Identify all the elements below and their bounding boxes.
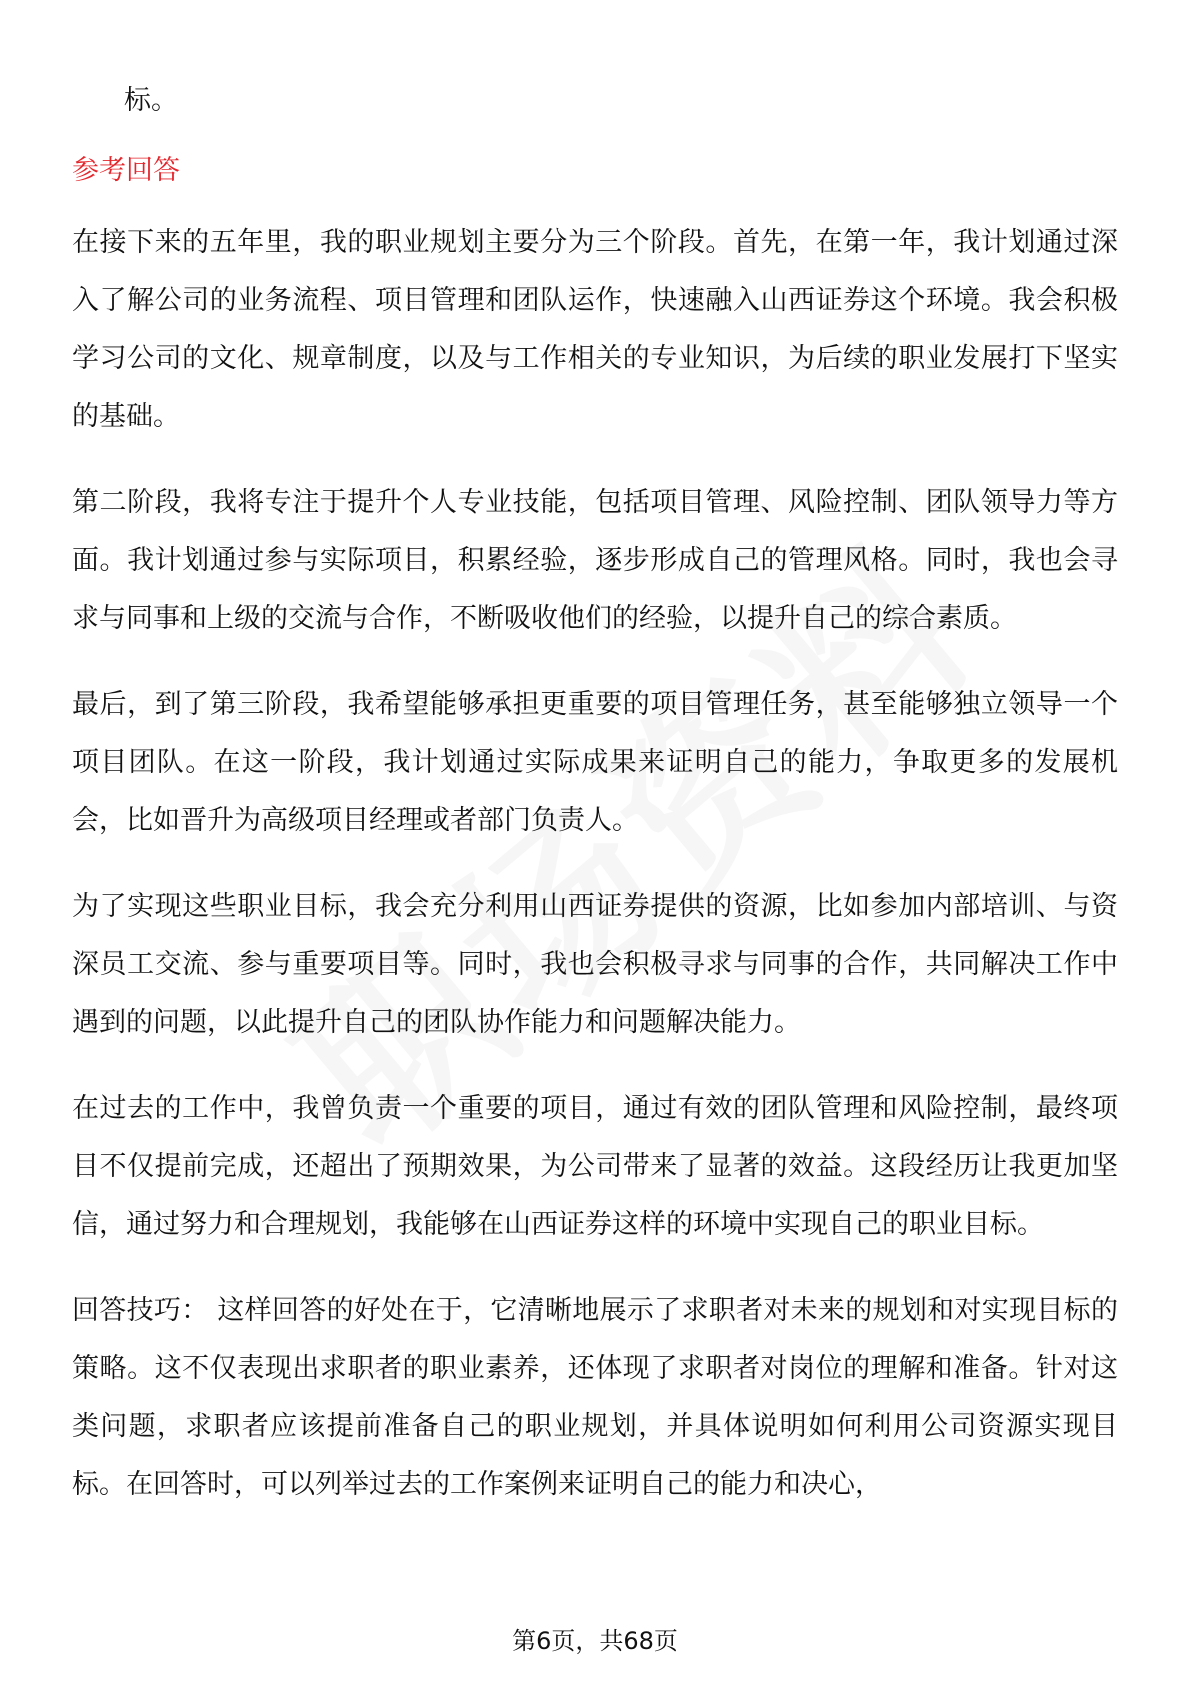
paragraph-2: 第二阶段，我将专注于提升个人专业技能，包括项目管理、风险控制、团队领导力等方面。我计划通过参与实际项目，积累经验，逐步形成自己的管理风格。同时，我也会寻求与同事和上级的交流与合作，不断吸收他们的经验，以提升自己的综合素质。: [72, 487, 1118, 634]
page-number-footer: 第6页，共68页: [512, 1627, 678, 1655]
continuation-text: 标。: [124, 85, 178, 116]
page-content: [72, 72, 1118, 1542]
section-title: 参考回答: [72, 155, 180, 186]
paragraph-1: 在接下来的五年里，我的职业规划主要分为三个阶段。首先，在第一年，我计划通过深入了解公司的业务流程、项目管理和团队运作，快速融入山西证券这个环境。我会积极学习公司的文化、规章制度，以及与工作相关的专业知识，为后续的职业发展打下坚实的基础。: [72, 227, 1118, 432]
paragraph-3: 最后，到了第三阶段，我希望能够承担更重要的项目管理任务，甚至能够独立领导一个项目团队。在这一阶段，我计划通过实际成果来证明自己的能力，争取更多的发展机会，比如晋升为高级项目经理或者部门负责人。: [72, 689, 1118, 836]
paragraph-5: 在过去的工作中，我曾负责一个重要的项目，通过有效的团队管理和风险控制，最终项目不仅提前完成，还超出了预期效果，为公司带来了显著的效益。这段经历让我更加坚信，通过努力和合理规划，我能够在山西证券这样的环境中实现自己的职业目标。: [72, 1093, 1118, 1240]
paragraph-6-answer-tips: 回答技巧： 这样回答的好处在于，它清晰地展示了求职者对未来的规划和对实现目标的策略。这不仅表现出求职者的职业素养，还体现了求职者对岗位的理解和准备。针对这类问题，求职者应该提前准备自己的职业规划，并具体说明如何利用公司资源实现目标。在回答时，可以列举过去的工作案例来证明自己的能力和决心，: [72, 1295, 1118, 1500]
paragraph-4: 为了实现这些职业目标，我会充分利用山西证券提供的资源，比如参加内部培训、与资深员工交流、参与重要项目等。同时，我也会积极寻求与同事的合作，共同解决工作中遇到的问题，以此提升自己的团队协作能力和问题解决能力。: [72, 891, 1118, 1038]
